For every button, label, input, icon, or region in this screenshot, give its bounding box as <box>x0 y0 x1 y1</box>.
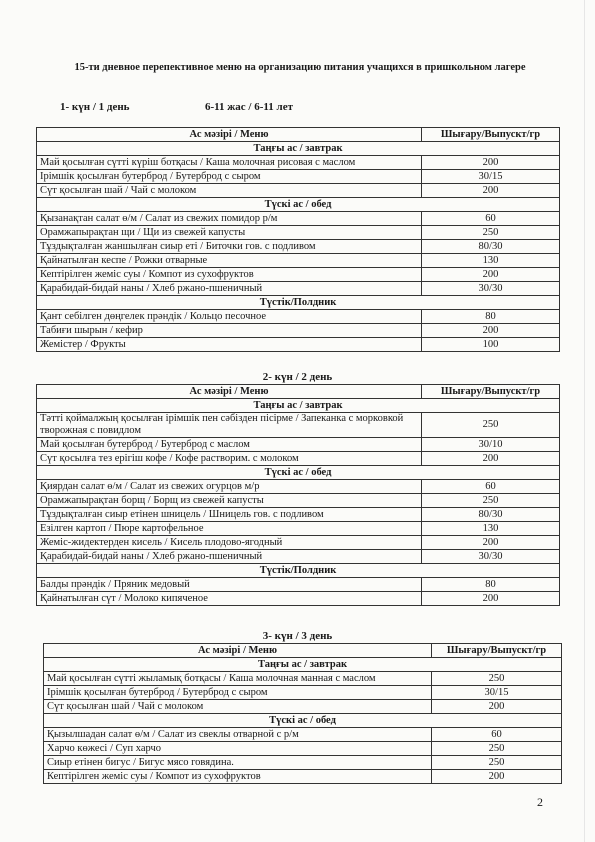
table-row <box>44 770 562 784</box>
dish-quantity: 60 <box>422 212 560 226</box>
dish-name: Жеміс-жидектерден кисель / Кисель плодово-ягодный <box>37 536 422 550</box>
table-row <box>37 438 560 452</box>
dish-quantity: 200 <box>432 700 562 714</box>
table-header-row <box>37 385 560 399</box>
dish-name: Тұздықталған сиыр етінен шницель / Шницель гов. с подливом <box>37 508 422 522</box>
dish-quantity: 30/15 <box>432 686 562 700</box>
table-row <box>37 494 560 508</box>
table-row <box>37 310 560 324</box>
dish-name: Қайнатылған кеспе / Рожки отварные <box>37 254 422 268</box>
dish-quantity: 200 <box>422 452 560 466</box>
age-group-label: 6-11 жас / 6-11 лет <box>205 101 293 113</box>
dish-quantity: 80 <box>422 310 560 324</box>
dish-quantity: 200 <box>432 770 562 784</box>
dish-quantity: 30/15 <box>422 170 560 184</box>
table-row <box>37 226 560 240</box>
meal-section-row <box>37 142 560 156</box>
dish-name: Қарабидай-бидай наны / Хлеб ржано-пшеничный <box>37 550 422 564</box>
dish-quantity: 250 <box>432 756 562 770</box>
dish-quantity: 200 <box>422 592 560 606</box>
dish-name: Май қосылған бутерброд / Бутерброд с маслом <box>37 438 422 452</box>
table-header-row <box>37 128 560 142</box>
table-row <box>37 536 560 550</box>
dish-name: Сиыр етінен бигус / Бигус мясо говядина. <box>44 756 432 770</box>
dish-quantity: 130 <box>422 522 560 536</box>
dish-name: Сүт қосылған шай / Чай с молоком <box>37 184 422 198</box>
dish-quantity: 250 <box>422 494 560 508</box>
scan-edge <box>584 0 585 842</box>
dish-quantity: 30/30 <box>422 550 560 564</box>
day-1-label: 1- күн / 1 день <box>60 101 130 113</box>
dish-name: Ірімшік қосылған бутерброд / Бутерброд с сыром <box>37 170 422 184</box>
meal-section-title: Түстік/Полдник <box>37 564 560 578</box>
table-row <box>44 686 562 700</box>
dish-name: Балды прәндік / Пряник медовый <box>37 578 422 592</box>
dish-name: Табиғи шырын / кефир <box>37 324 422 338</box>
dish-name: Орамжапырақтан щи / Щи из свежей капусты <box>37 226 422 240</box>
dish-quantity: 200 <box>422 324 560 338</box>
column-header-output: Шығару/Выпускт/гр <box>422 385 560 399</box>
dish-quantity: 250 <box>422 413 560 438</box>
page-number: 2 <box>537 795 543 809</box>
dish-name: Қиярдан салат ө/м / Салат из свежих огурцов м/р <box>37 480 422 494</box>
meal-section-row <box>44 658 562 672</box>
dish-quantity: 250 <box>432 742 562 756</box>
dish-quantity: 80 <box>422 578 560 592</box>
dish-quantity: 200 <box>422 268 560 282</box>
table-row <box>37 338 560 352</box>
dish-name: Тәтті қоймалжың қосылған ірімшік пен сәбізден пісірме / Запеканка с морковкой творожная с повидлом <box>37 413 422 438</box>
dish-name: Қант себілген дөңгелек прәндік / Кольцо песочное <box>37 310 422 324</box>
meal-section-row <box>37 399 560 413</box>
table-row <box>37 550 560 564</box>
dish-name: Кептірілген жеміс суы / Компот из сухофруктов <box>44 770 432 784</box>
meal-section-title: Таңғы ас / завтрак <box>37 142 560 156</box>
column-header-menu: Ас мәзірі / Меню <box>44 644 432 658</box>
day-2-label: 2- күн / 2 день <box>262 371 333 383</box>
dish-quantity: 30/30 <box>422 282 560 296</box>
table-row <box>44 728 562 742</box>
dish-name: Ірімшік қосылған бутерброд / Бутерброд с сыром <box>44 686 432 700</box>
table-header-row <box>44 644 562 658</box>
menu-table-day-2 <box>36 384 560 606</box>
table-row <box>37 508 560 522</box>
column-header-menu: Ас мәзірі / Меню <box>37 128 422 142</box>
day-3-label: 3- күн / 3 день <box>262 630 333 642</box>
dish-name: Харчо көжесі / Суп харчо <box>44 742 432 756</box>
table-row <box>37 480 560 494</box>
table-row <box>37 452 560 466</box>
dish-quantity: 100 <box>422 338 560 352</box>
dish-quantity: 80/30 <box>422 240 560 254</box>
dish-name: Сүт қосылған шай / Чай с молоком <box>44 700 432 714</box>
table-row <box>44 756 562 770</box>
meal-section-title: Түстік/Полдник <box>37 296 560 310</box>
meal-section-row <box>37 296 560 310</box>
table-row <box>44 742 562 756</box>
dish-name: Сүт қосылға тез ерігіш кофе / Кофе растворим. с молоком <box>37 452 422 466</box>
dish-name: Қарабидай-бидай наны / Хлеб ржано-пшеничный <box>37 282 422 296</box>
table-row <box>37 578 560 592</box>
dish-quantity: 250 <box>422 226 560 240</box>
table-row <box>37 282 560 296</box>
menu-table-day-1 <box>36 127 560 352</box>
meal-section-row <box>37 198 560 212</box>
dish-name: Жемістер / Фрукты <box>37 338 422 352</box>
dish-quantity: 250 <box>432 672 562 686</box>
dish-name: Орамжапырақтан борщ / Борщ из свежей капусты <box>37 494 422 508</box>
dish-name: Май қосылған сүтті күріш ботқасы / Каша молочная рисовая с маслом <box>37 156 422 170</box>
dish-name: Езілген картоп / Пюре картофельное <box>37 522 422 536</box>
table-row <box>37 413 560 438</box>
dish-quantity: 200 <box>422 184 560 198</box>
table-row <box>44 700 562 714</box>
table-row <box>37 592 560 606</box>
table-row <box>37 184 560 198</box>
dish-quantity: 60 <box>432 728 562 742</box>
menu-table-day-3 <box>43 643 562 784</box>
dish-name: Кептірілген жеміс суы / Компот из сухофруктов <box>37 268 422 282</box>
table-row <box>37 522 560 536</box>
column-header-output: Шығару/Выпускт/гр <box>422 128 560 142</box>
page-title: 15-ти дневное перепективное меню на организацию питания учащихся в пришкольном лагере <box>74 62 526 73</box>
table-row <box>37 156 560 170</box>
dish-quantity: 130 <box>422 254 560 268</box>
dish-name: Май қосылған сүтті жыламық ботқасы / Каша молочная манная с маслом <box>44 672 432 686</box>
meal-section-title: Таңғы ас / завтрак <box>44 658 562 672</box>
meal-section-row <box>37 466 560 480</box>
table-row <box>37 212 560 226</box>
dish-name: Қызылшадан салат ө/м / Салат из свеклы отварной с р/м <box>44 728 432 742</box>
column-header-menu: Ас мәзірі / Меню <box>37 385 422 399</box>
table-row <box>37 254 560 268</box>
dish-quantity: 80/30 <box>422 508 560 522</box>
dish-quantity: 60 <box>422 480 560 494</box>
meal-section-row <box>44 714 562 728</box>
column-header-output: Шығару/Выпускт/гр <box>432 644 562 658</box>
dish-name: Тұздықталған жаншылған сиыр еті / Биточки гов. с подливом <box>37 240 422 254</box>
dish-quantity: 200 <box>422 536 560 550</box>
table-row <box>37 170 560 184</box>
dish-quantity: 30/10 <box>422 438 560 452</box>
table-row <box>37 324 560 338</box>
meal-section-title: Түскі ас / обед <box>44 714 562 728</box>
dish-name: Қызанақтан салат ө/м / Салат из свежих помидор р/м <box>37 212 422 226</box>
table-row <box>37 268 560 282</box>
table-row <box>37 240 560 254</box>
dish-name: Қайнатылған сүт / Молоко кипяченое <box>37 592 422 606</box>
dish-quantity: 200 <box>422 156 560 170</box>
meal-section-title: Түскі ас / обед <box>37 466 560 480</box>
meal-section-row <box>37 564 560 578</box>
meal-section-title: Түскі ас / обед <box>37 198 560 212</box>
meal-section-title: Таңғы ас / завтрак <box>37 399 560 413</box>
table-row <box>44 672 562 686</box>
